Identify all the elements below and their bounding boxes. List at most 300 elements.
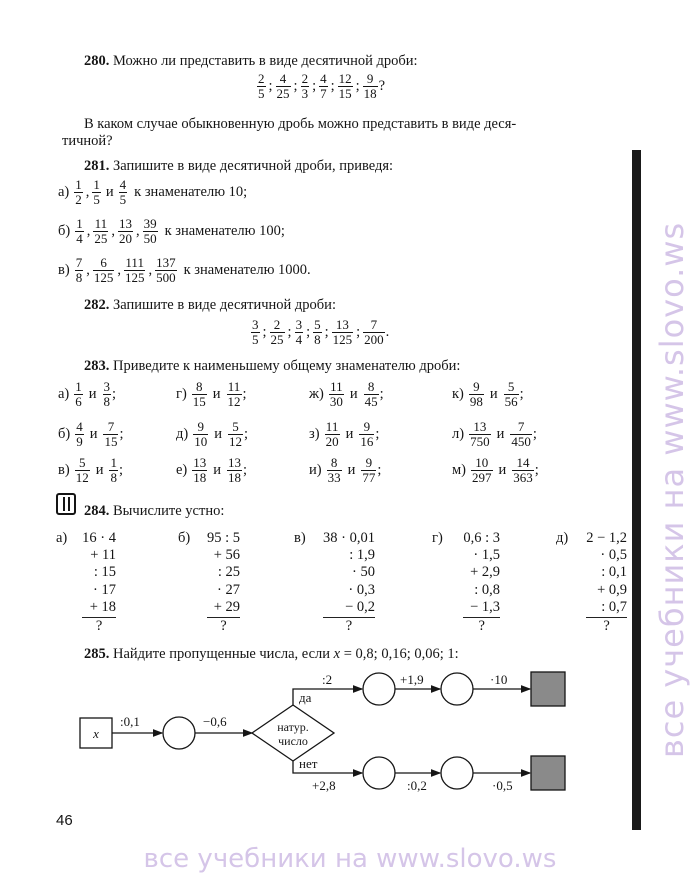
numerator: 39 <box>143 216 157 231</box>
numerator: 13 <box>118 216 132 231</box>
calc-column <box>586 530 627 635</box>
numerator: 7 <box>75 255 83 270</box>
column-label: д) <box>556 530 569 546</box>
denominator: 25 <box>270 331 284 347</box>
numerator: 4 <box>76 419 83 434</box>
fraction <box>118 217 133 245</box>
problem-283-item <box>452 456 539 484</box>
numerator: 9 <box>469 380 484 395</box>
problem-283-item <box>176 456 247 484</box>
denominator: 4 <box>295 331 303 347</box>
problem-text: Найдите пропущенные числа, если <box>113 646 331 662</box>
op-label: −0,6 <box>203 714 227 729</box>
item-label: м) <box>452 461 467 478</box>
op-label: +1,9 <box>400 672 424 687</box>
calc-line: + 0,9 <box>597 581 627 598</box>
calc-line: + 2,9 <box>470 564 500 581</box>
blank-circle <box>163 717 195 749</box>
problem-283-item <box>452 380 524 408</box>
problem-280-heading <box>84 53 418 70</box>
numerator: 9 <box>363 72 378 87</box>
denominator: 12 <box>227 393 241 409</box>
denominator: 4 <box>76 230 83 246</box>
separator: , <box>117 261 121 278</box>
problem-281-heading <box>84 158 393 175</box>
numerator: 3 <box>103 379 111 394</box>
problem-values: = 0,8; 0,16; 0,06; 1: <box>343 646 459 662</box>
problem-number: 283. <box>84 358 110 374</box>
fraction <box>332 318 354 346</box>
item-label: и) <box>309 461 322 478</box>
numerator: 5 <box>228 420 243 435</box>
calc-line: · 0,3 <box>348 581 375 598</box>
result-mark: ? <box>220 618 227 635</box>
numerator: 10 <box>471 456 493 471</box>
numerator: 1 <box>93 177 100 192</box>
separator: ; <box>330 77 335 94</box>
denominator: 20 <box>325 433 339 449</box>
problem-number: 280. <box>84 53 110 69</box>
item-label: к) <box>452 385 464 402</box>
denominator: 9 <box>76 433 83 449</box>
calc-line: : 0,8 <box>474 581 500 598</box>
blank-circle <box>363 757 395 789</box>
item-label: а) <box>58 385 70 402</box>
problem-number: 285. <box>84 646 110 662</box>
and-word: и <box>213 461 222 478</box>
result-mark: ? <box>95 618 103 635</box>
calc-line: · 1,5 <box>473 547 500 564</box>
numerator: 1 <box>76 216 83 231</box>
numerator: 7 <box>510 420 532 435</box>
no-label: нет <box>299 756 318 771</box>
end-mark: ? <box>378 77 386 94</box>
separator: ; <box>375 425 380 442</box>
problem-282-heading <box>84 297 336 314</box>
denominator: 25 <box>94 230 108 246</box>
separator: ; <box>112 385 117 402</box>
fraction <box>75 456 90 484</box>
numerator: 9 <box>193 420 208 435</box>
separator: , <box>86 261 90 278</box>
numerator: 2 <box>270 318 285 333</box>
calc-line: 95 : 5 <box>206 530 240 546</box>
fraction <box>119 178 128 206</box>
x-label: x <box>93 726 99 741</box>
diamond-text: число <box>278 734 308 748</box>
problem-281-row-a <box>58 178 247 206</box>
separator: ; <box>355 77 360 94</box>
problem-283-item <box>58 380 116 408</box>
denominator: 450 <box>511 433 531 449</box>
separator: ; <box>306 323 311 340</box>
numerator: 14 <box>512 456 534 471</box>
fraction <box>109 456 118 484</box>
problem-283-item <box>309 456 381 484</box>
numerator: 1 <box>75 379 82 394</box>
separator: , <box>85 183 90 200</box>
denominator: 18 <box>193 469 207 485</box>
fraction <box>192 456 207 484</box>
calc-line: : 25 <box>217 564 240 581</box>
fraction <box>325 420 340 448</box>
denominator: 6 <box>75 393 82 409</box>
fraction <box>143 217 158 245</box>
calc-line: + 56 <box>213 547 240 564</box>
numerator: 11 <box>227 379 241 394</box>
denominator: 8 <box>103 393 111 409</box>
separator: ; <box>287 323 292 340</box>
separator: ; <box>293 77 298 94</box>
problem-283-item <box>452 420 537 448</box>
separator: ; <box>356 323 361 340</box>
problem-281-row-v <box>58 256 311 284</box>
fraction <box>512 456 534 484</box>
numerator: 2 <box>258 71 265 86</box>
separator: ; <box>119 425 124 442</box>
denominator: 30 <box>329 393 343 409</box>
denominator: 125 <box>332 331 353 347</box>
problem-284-heading <box>84 503 224 520</box>
fraction <box>361 456 376 484</box>
fraction <box>251 318 260 346</box>
fraction <box>192 380 207 408</box>
problem-280-question-line2: тичной? <box>62 133 113 149</box>
fraction <box>364 380 379 408</box>
denominator: 500 <box>156 269 176 285</box>
numerator: 4 <box>276 72 291 87</box>
fraction <box>93 256 115 284</box>
and-word: и <box>214 425 222 442</box>
diamond-text: натур. <box>277 720 309 734</box>
and-word: и <box>496 425 505 442</box>
fraction <box>270 318 285 346</box>
denominator: 5 <box>252 331 259 347</box>
fraction <box>301 72 310 100</box>
blank-circle <box>363 673 395 705</box>
problem-text: Вычислите устно: <box>113 503 225 519</box>
fraction <box>510 420 532 448</box>
numerator: 1 <box>75 177 82 192</box>
denominator: 20 <box>118 230 132 246</box>
item-label: л) <box>452 425 465 442</box>
calc-line: · 27 <box>217 581 240 598</box>
op-label: +2,8 <box>312 778 336 793</box>
calc-column <box>207 530 240 635</box>
calc-line: + 18 <box>89 598 116 615</box>
and-word: и <box>349 385 358 402</box>
denominator: 15 <box>338 85 352 101</box>
separator: , <box>111 222 115 239</box>
denominator: 8 <box>75 269 83 285</box>
item-label: е) <box>176 461 188 478</box>
denominator: 98 <box>469 393 483 409</box>
denominator: 3 <box>301 85 309 101</box>
numerator: 8 <box>364 380 379 395</box>
separator: ; <box>519 385 524 402</box>
denominator: 5 <box>258 85 265 101</box>
column-label: а) <box>56 530 68 546</box>
fraction <box>74 380 83 408</box>
result-mark: ? <box>603 618 610 635</box>
calc-line: 0,6 : 3 <box>463 530 500 546</box>
numerator: 13 <box>228 455 242 470</box>
calc-line: · 17 <box>93 581 116 598</box>
calc-line: · 50 <box>352 564 375 581</box>
item-label: в) <box>58 261 70 278</box>
separator: , <box>86 222 91 239</box>
separator: ; <box>243 425 249 442</box>
and-word: и <box>105 183 114 200</box>
and-word: и <box>95 461 104 478</box>
fraction <box>75 256 84 284</box>
column-label: в) <box>294 530 306 546</box>
item-label: б) <box>58 222 71 239</box>
separator: ; <box>268 77 273 94</box>
problem-text: Запишите в виде десятичной дроби: <box>113 297 336 313</box>
fraction <box>74 178 83 206</box>
denominator: 77 <box>362 469 376 485</box>
op-label: :0,2 <box>407 778 427 793</box>
fraction <box>155 256 177 284</box>
fraction <box>93 217 108 245</box>
separator: ; <box>243 461 248 478</box>
separator: , <box>148 261 153 278</box>
fraction <box>193 420 208 448</box>
fraction <box>103 380 112 408</box>
problem-282-fractions <box>250 318 389 346</box>
problem-281-row-b <box>58 217 285 245</box>
fraction <box>227 380 242 408</box>
denominator: 15 <box>192 393 206 409</box>
row-text: к знаменателю 10; <box>134 183 248 200</box>
numerator: 7 <box>363 318 385 333</box>
problem-283-item <box>309 420 379 448</box>
separator: ; <box>534 461 539 478</box>
numerator: 3 <box>295 317 303 332</box>
fraction <box>329 380 344 408</box>
variable-x: x <box>333 646 341 662</box>
calc-line: · 0,5 <box>600 547 627 564</box>
problem-280-fractions <box>256 72 385 100</box>
numerator: 11 <box>325 419 339 434</box>
calc-line: : 15 <box>93 564 116 581</box>
problem-283-item <box>309 380 384 408</box>
fraction <box>469 380 484 408</box>
calc-line: 38 · 0,01 <box>323 530 375 546</box>
separator: , <box>135 222 140 239</box>
fraction <box>327 456 342 484</box>
fraction <box>313 318 322 346</box>
fraction <box>92 178 101 206</box>
denominator: 18 <box>363 85 377 101</box>
fraction <box>276 72 291 100</box>
row-text: к знаменателю 1000. <box>183 261 311 278</box>
calc-line: 16 · 4 <box>82 530 116 546</box>
numerator: 12 <box>338 71 352 86</box>
numerator: 2 <box>301 71 309 86</box>
denominator: 363 <box>513 469 533 485</box>
separator: ; <box>377 461 382 478</box>
fraction <box>295 318 304 346</box>
calc-column <box>323 530 375 635</box>
and-word: и <box>88 385 97 402</box>
denominator: 8 <box>110 469 117 485</box>
separator: ; <box>118 461 123 478</box>
calc-line: : 0,1 <box>601 564 627 581</box>
op-label: :0,1 <box>120 714 140 729</box>
denominator: 125 <box>93 269 114 285</box>
numerator: 4 <box>320 71 327 86</box>
numerator: 9 <box>359 420 374 435</box>
denominator: 7 <box>320 85 327 101</box>
denominator: 10 <box>194 433 208 449</box>
calc-line: + 11 <box>90 547 116 564</box>
book-icon <box>56 493 76 515</box>
fraction <box>75 217 84 245</box>
numerator: 6 <box>93 256 115 271</box>
denominator: 56 <box>504 393 518 409</box>
blank-circle <box>441 673 473 705</box>
item-label: д) <box>176 425 189 442</box>
denominator: 45 <box>364 393 378 409</box>
calc-line: − 1,3 <box>470 598 500 615</box>
denominator: 750 <box>470 433 490 449</box>
separator: ; <box>324 323 329 340</box>
numerator: 4 <box>119 177 127 192</box>
numerator: 11 <box>94 216 108 231</box>
problem-text: Запишите в виде десятичной дроби, приведя: <box>113 158 394 174</box>
denominator: 200 <box>364 331 384 347</box>
op-label: ·0,5 <box>492 778 513 793</box>
numerator: 111 <box>125 255 144 270</box>
denominator: 16 <box>360 433 374 449</box>
fraction <box>227 456 242 484</box>
item-label: з) <box>309 425 320 442</box>
separator: ; <box>242 385 247 402</box>
denominator: 297 <box>472 469 492 485</box>
fraction <box>103 420 118 448</box>
numerator: 5 <box>314 317 321 332</box>
separator: ; <box>379 385 384 402</box>
numerator: 137 <box>156 255 176 270</box>
blank-circle <box>441 757 473 789</box>
result-mark: ? <box>478 618 485 635</box>
numerator: 13 <box>469 420 491 435</box>
separator: ; <box>532 425 537 442</box>
denominator: 5 <box>93 191 100 207</box>
fraction <box>363 318 385 346</box>
problem-text: Приведите к наименьшему общему знаменателю дроби: <box>113 358 461 374</box>
problem-280-question-line1: В каком случае обыкновенную дробь можно представить в виде деся- <box>84 116 517 132</box>
problem-number: 282. <box>84 297 110 313</box>
fraction <box>75 420 84 448</box>
result-mark: ? <box>345 618 353 635</box>
fraction <box>469 420 491 448</box>
output-box-shaded <box>531 756 565 790</box>
problem-283-item <box>176 380 247 408</box>
op-label: :2 <box>322 672 333 687</box>
numerator: 8 <box>192 380 207 395</box>
fraction <box>228 420 243 448</box>
denominator: 50 <box>143 230 157 246</box>
and-word: и <box>212 385 221 402</box>
numerator: 7 <box>103 420 118 435</box>
problem-number: 281. <box>84 158 110 174</box>
and-word: и <box>489 385 498 402</box>
problem-283-item <box>58 420 124 448</box>
bottom-watermark: все учебники на www.slovo.ws <box>143 844 557 874</box>
denominator: 33 <box>327 469 341 485</box>
fraction <box>359 420 374 448</box>
denominator: 8 <box>314 331 321 347</box>
numerator: 13 <box>193 455 207 470</box>
calc-column <box>82 530 116 635</box>
calc-line: − 0,2 <box>345 598 375 615</box>
and-word: и <box>345 425 354 442</box>
numerator: 5 <box>75 456 90 471</box>
item-label: ж) <box>309 385 324 402</box>
denominator: 18 <box>228 469 242 485</box>
and-word: и <box>498 461 507 478</box>
denominator: 2 <box>75 191 82 207</box>
denominator: 15 <box>104 433 118 449</box>
fraction <box>504 380 519 408</box>
output-box-shaded <box>531 672 565 706</box>
yes-label: да <box>299 690 312 705</box>
numerator: 3 <box>252 317 259 332</box>
numerator: 8 <box>327 456 342 471</box>
fraction <box>471 456 493 484</box>
row-text: к знаменателю 100; <box>164 222 285 239</box>
calc-line: : 0,7 <box>601 598 627 615</box>
problem-number: 284. <box>84 503 110 519</box>
fraction <box>257 72 266 100</box>
problem-283-item <box>176 420 248 448</box>
fraction <box>319 72 328 100</box>
fraction <box>338 72 353 100</box>
numerator: 9 <box>361 456 376 471</box>
calc-column <box>463 530 500 635</box>
calc-line: : 1,9 <box>349 547 375 564</box>
column-label: г) <box>432 530 443 546</box>
denominator: 5 <box>119 191 127 207</box>
problem-283-heading <box>84 358 460 375</box>
flow-diagram <box>0 660 640 800</box>
op-label: ·10 <box>490 672 508 687</box>
page-number: 46 <box>56 812 73 829</box>
item-label: б) <box>58 425 71 442</box>
numerator: 11 <box>330 379 343 394</box>
denominator: 25 <box>276 85 290 101</box>
and-word: и <box>347 461 356 478</box>
separator: ; <box>312 77 317 94</box>
item-label: г) <box>176 385 187 402</box>
item-label: а) <box>58 183 70 200</box>
denominator: 125 <box>124 269 145 285</box>
fraction <box>363 72 378 100</box>
denominator: 12 <box>228 433 242 449</box>
problem-text: Можно ли представить в виде десятичной дроби: <box>113 53 418 69</box>
denominator: 12 <box>75 469 89 485</box>
calc-line: 2 − 1,2 <box>586 530 627 546</box>
and-word: и <box>89 425 98 442</box>
separator: ; <box>262 323 267 340</box>
item-label: в) <box>58 461 70 478</box>
side-watermark: все учебники на www.slovo.ws <box>653 221 691 759</box>
numerator: 1 <box>110 455 117 470</box>
fraction <box>124 256 146 284</box>
